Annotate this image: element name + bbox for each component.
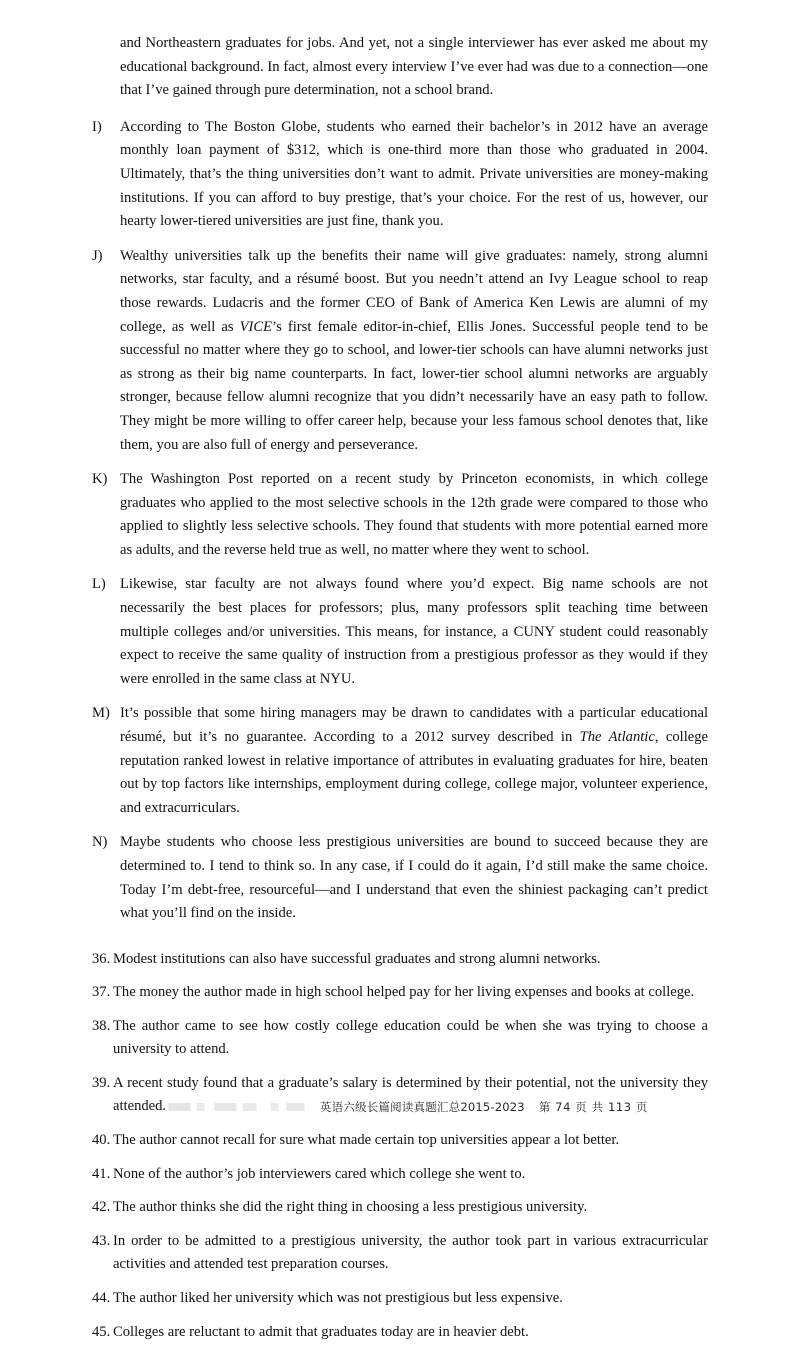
passage-paragraph-i [92,116,708,234]
scan-artifact-smudge [152,1103,312,1111]
paragraph-label-m: M) [92,705,110,722]
paragraph-text: Maybe students who choose less prestigious universities are bound to succeed because they are determined to. I tend to think so. In any case, if I could do it again, I’d still make the same choice. Today I’m debt-free, resourceful—and I understand that even the shiniest packaging can’t predict what you’ll find on the inside. [120,834,708,922]
passage-paragraph-j [92,245,708,457]
paragraph-text: Likewise, star faculty are not always found where you’d expect. Big name schools are not necessarily the best places for professors; plus, many professors split teaching time between multiple colleges and/or universities. This means, for instance, a CUNY student could reasonably expect to receive the same quality of instruction from a prestigious professor as they would if they were enrolled in the same class at NYU. [120,576,708,687]
paragraph-text-part2: , college reputation ranked lowest in relative importance of attributes in evaluating graduates for hire, beaten out by top factors like internships, employment during college, college major, volunteer experience, and extracurriculars. [120,729,708,816]
question-number: 39. [92,1075,111,1092]
question-text: The author liked her university which was not prestigious but less expensive. [113,1290,563,1307]
question-number: 40. [92,1132,111,1148]
footer-title: 英语六级长篇阅读真题汇总2015-2023 [319,1100,525,1114]
question-item-44 [92,1287,708,1310]
paragraph-text-part1: It’s possible that some hiring managers may be drawn to candidates with a particular educational résumé, but it’s no guarantee. According to a 2012 survey described in [120,705,708,746]
page-content [92,32,708,1354]
question-text: The author cannot recall for sure what made certain top universities appear a lot better. [113,1132,620,1148]
question-item-36 [92,948,708,971]
page-footer [0,1096,800,1118]
question-text: None of the author’s job interviewers cared which college she went to. [113,1165,526,1182]
question-item-38 [92,1015,708,1061]
question-number: 44. [92,1290,111,1307]
question-item-45 [92,1321,708,1344]
question-item-42 [92,1196,708,1219]
question-list [92,948,708,1344]
footer-inner [152,1099,648,1115]
question-number: 41. [92,1165,111,1182]
passage-paragraph-n [92,831,708,925]
passage-paragraph-k [92,468,708,562]
question-item-41 [92,1163,708,1186]
question-text: The author came to see how costly college education could be when she was trying to choose a university to attend. [113,1018,708,1058]
question-text: Colleges are reluctant to admit that graduates today are in heavier debt. [113,1323,529,1340]
question-text: A recent study found that a graduate’s salary is determined by their potential, not the university they attended. [113,1075,708,1115]
paragraph-label-k: K) [92,471,108,488]
paragraph-text: According to The Boston Globe, students who earned their bachelor’s in 2012 have an average monthly loan payment of $312, which is one-third more than those who graduated in 2004. Ultimately, that’s the thing universities don’t want to admit. Private universities are money-making institutions. If you can afford to buy prestige, that’s your choice. For the rest of us, however, our hearty lower-tiered universities are just fine, thank you. [120,118,708,230]
question-number: 37. [92,984,111,1001]
question-text: The author thinks she did the right thing in choosing a less prestigious university. [113,1199,588,1216]
paragraph-text-part1: Wealthy universities talk up the benefits their name will give graduates: namely, strong alumni networks, star faculty, and a résumé boost. But you needn’t attend an Ivy League school to reap those rewards. Ludacris and the former CEO of Bank of America Ken Lewis are alumni of my college, as well as [120,247,708,335]
paragraph-label-j: J) [92,247,103,264]
passage-paragraph-m [92,702,708,820]
question-item-37 [92,981,708,1004]
question-text: The money the author made in high school helped pay for her living expenses and books at college. [113,984,695,1001]
paragraph-text-part2: ’s first female editor-in-chief, Ellis Jones. Successful people tend to be successful no matter where they go to school, and lower-tier schools can have alumni networks just as strong as their big name counterparts. In fact, lower-tier school alumni networks are arguably stronger, because fellow alumni recognize that you didn’t necessarily have an easy path to follow. They might be more willing to offer career help, because your less famous school denotes that, like them, you are also full of energy and perseverance. [120,318,708,453]
passage-paragraph-l [92,573,708,691]
italic-title-vice: VICE [239,318,273,335]
question-number: 43. [92,1233,111,1250]
question-text: Modest institutions can also have successful graduates and strong alumni networks. [113,950,601,967]
question-text: In order to be admitted to a prestigious university, the author took part in various extracurricular activities and attended test preparation courses. [113,1233,708,1273]
passage-paragraph-continuation [92,32,708,103]
italic-title-the-atlantic: The Atlantic [579,729,655,746]
paragraph-label-l: L) [92,576,106,593]
question-item-43 [92,1230,708,1276]
paragraph-label-n: N) [92,834,108,851]
question-item-40 [92,1129,708,1152]
question-number: 45. [92,1323,111,1340]
question-number: 38. [92,1018,111,1035]
question-number: 42. [92,1199,111,1216]
paragraph-text: The Washington Post reported on a recent study by Princeton economists, in which college graduates who applied to the most selective schools in the 12th grade were compared to those who applied to slightly less selective schools. They found that students with more potential earned more as adults, and the reverse held true as well, no matter where they went to school. [120,471,708,558]
paragraph-text: and Northeastern graduates for jobs. And yet, not a single interviewer has ever asked me about my educational background. In fact, almost every interview I’ve ever had was due to a connection—one that I’ve gained through pure determination, not a school brand. [120,35,708,99]
paragraph-label-i: I) [92,118,102,135]
footer-page-number: 第 74 页 共 113 页 [538,1100,649,1114]
question-number: 36. [92,950,111,967]
